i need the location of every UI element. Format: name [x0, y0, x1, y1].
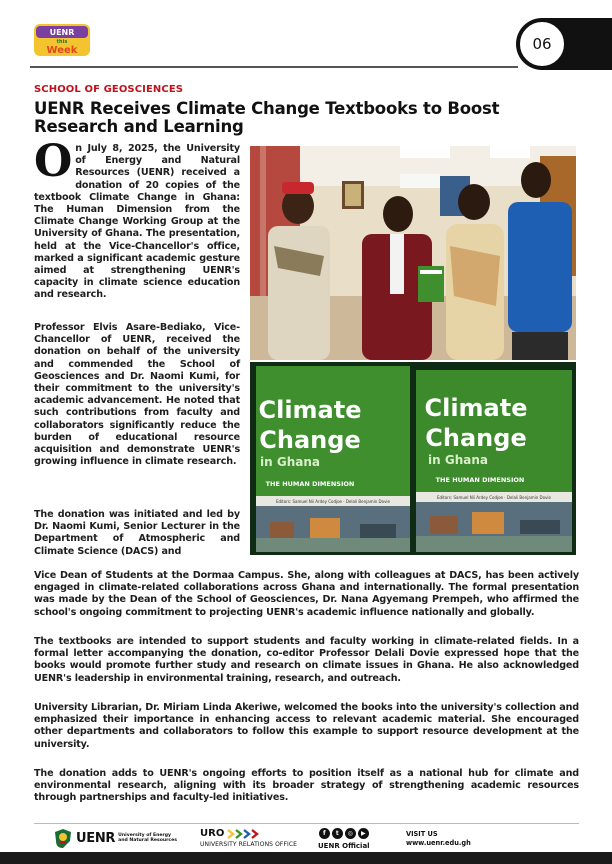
- footer-visit: [406, 830, 471, 848]
- uro-full-name: UNIVERSITY RELATIONS OFFICE: [200, 841, 298, 848]
- facebook-icon[interactable]: f: [319, 828, 330, 839]
- paragraph-5: University Librarian, Dr. Miriam Linda Akeriwe, welcomed the books into the university's collection and emphasized their importance in enhancing access to relevant academic material. She encouraged other departments and collaborators to follow this example to support resource development at the university.: [34, 702, 579, 750]
- newsletter-logo: [32, 22, 92, 58]
- visit-label: VISIT US: [406, 830, 438, 838]
- logo-text-mid: this: [56, 39, 68, 45]
- uro-label: URO: [200, 828, 225, 839]
- book-left-title-2: Change: [259, 426, 361, 454]
- paragraph-2: Professor Elvis Asare-Bediako, Vice-Chancellor of UENR, received the donation on behalf of the university and commended the School of Geosciences and Dr. Naomi Kumi, for their commitment to the university's academic advancement. He noted that such contributions from faculty and collaborators significantly reduce the burden of educational resource acquisition and demonstrate UENR's growing influence in climate research.: [34, 322, 240, 468]
- social-handle: UENR Official: [318, 842, 370, 850]
- footer-social: [318, 828, 370, 850]
- footer-uenr-logo[interactable]: [54, 828, 178, 848]
- footer-rule: [34, 823, 579, 824]
- dropcap: O: [34, 136, 73, 187]
- book-right-tagline: THE HUMAN DIMENSION: [435, 476, 525, 484]
- logo-text-top: UENR: [49, 28, 75, 37]
- paragraph-1: [34, 136, 240, 302]
- book-right-subtitle: in Ghana: [428, 453, 488, 467]
- chevrons-icon: [226, 829, 266, 839]
- bottom-bar: [0, 852, 612, 864]
- book-left-subtitle: in Ghana: [260, 455, 320, 469]
- book-right-title-1: Climate: [424, 394, 528, 422]
- visit-url[interactable]: www.uenr.edu.gh: [406, 839, 471, 847]
- paragraph-3-continued: Vice Dean of Students at the Dormaa Campus. She, along with colleagues at DACS, has been actively engaged in climate-related collaborations across Ghana and internationally. The formal presentation was made by the Dean of the School of Geosciences, Dr. Nana Agyemang Prempeh, who affirmed the school's ongoing commitment to projecting UENR's academic influence nationally and globally.: [34, 570, 579, 618]
- paragraph-1-text: n July 8, 2025, the University of Energy and Natural Resources (UENR) received a donation of 20 copies of the textbook Climate Change in Ghana: The Human Dimension from the Climate Change Working Group at the University of Ghana. The presentation, held at the Vice-Chancellor's office, marked a significant academic gesture aimed at strengthening UENR's capacity in climate science education and research.: [34, 143, 240, 301]
- book-left-tagline: THE HUMAN DIMENSION: [265, 480, 355, 488]
- article-title: UENR Receives Climate Change Textbooks to Boost Research and Learning: [34, 99, 500, 136]
- logo-text-bottom: Week: [46, 45, 78, 56]
- book-left-title-1: Climate: [258, 396, 362, 424]
- footer-uenr-full-name: University of Energy and Natural Resources: [118, 832, 178, 843]
- book-covers-photo: [250, 362, 576, 555]
- paragraph-4: The textbooks are intended to support students and faculty working in climate-related fields. In a formal letter accompanying the donation, co-editor Professor Delali Dovie expressed hope that the books would promote further study and research on climate issues in Ghana. He also acknowledged UENR's leadership in environmental training, research, and outreach.: [34, 636, 579, 684]
- book-left-editors: Editors: Samuel Nii Ardey Codjoe · Delali Benjamin Dovie: [275, 499, 391, 504]
- instagram-icon[interactable]: ◎: [345, 828, 356, 839]
- paragraph-6: The donation adds to UENR's ongoing efforts to position itself as a national hub for climate and environmental research, aligning with its broader strategy of strengthening academic resources through partnerships and faculty-led initiatives.: [34, 768, 579, 804]
- presentation-photo: [250, 146, 576, 360]
- uenr-crest-icon: [54, 828, 72, 848]
- section-kicker: SCHOOL OF GEOSCIENCES: [34, 84, 184, 95]
- youtube-icon[interactable]: ▶: [358, 828, 369, 839]
- paragraph-3-start: The donation was initiated and led by Dr. Naomi Kumi, Senior Lecturer in the Department of Atmospheric and Climate Science (DACS) and: [34, 509, 240, 557]
- footer-uro-logo[interactable]: [200, 828, 297, 848]
- twitter-icon[interactable]: t: [332, 828, 343, 839]
- book-right-editors: Editors: Samuel Nii Ardey Codjoe · Delali Benjamin Dovie: [436, 495, 552, 500]
- book-right-title-2: Change: [425, 424, 527, 452]
- header-rule: [30, 66, 518, 68]
- page-number: 06: [518, 20, 566, 68]
- footer-uenr-name: UENR: [76, 830, 116, 846]
